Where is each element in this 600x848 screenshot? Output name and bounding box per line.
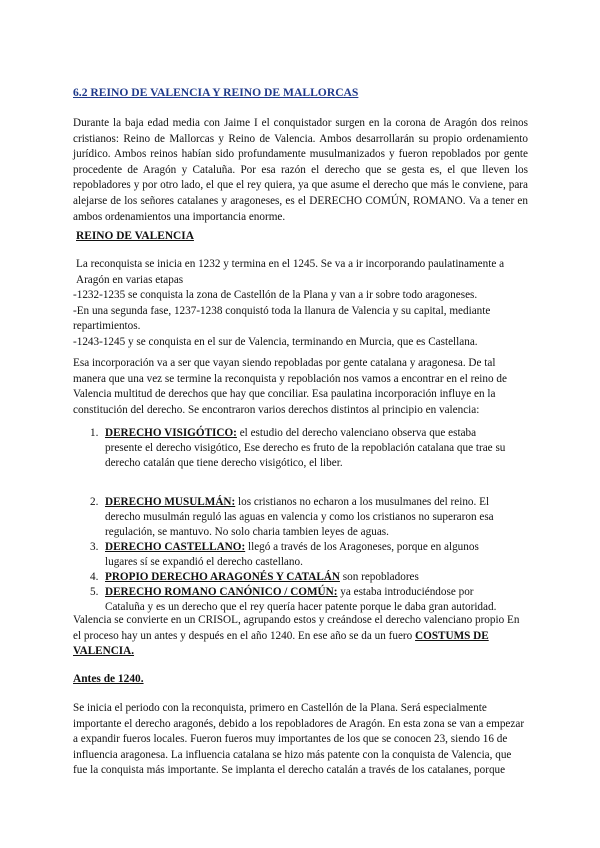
list-number: 5. [90, 586, 99, 598]
list-number: 3. [90, 541, 99, 553]
subheading-reino-valencia: REINO DE VALENCIA [76, 230, 194, 242]
incorporation-text: Esa incorporación va a ser que vayan siendo repobladas por gente catalana y aragonesa. De tal manera que una vez se termine la reconquista y repoblación nos vamos a encontrar en el reino de Valencia multitud de derechos que hay que conciliar. Esa paulatina incorporación influye en la constitución del derecho. Se encontraron varios derechos distintos al principio en valencia: [73, 357, 507, 416]
reconquista-line-1: La reconquista se inicia en 1232 y termina en el 1245. Se va a ir incorporando paulatinamente a Aragón en varias etapas [76, 258, 505, 286]
list-term: PROPIO DERECHO ARAGONÉS Y CATALÁN [105, 571, 340, 583]
derechos-list [73, 426, 513, 615]
list-number: 1. [90, 427, 99, 439]
list-term: DERECHO ROMANO CANÓNICO / COMÚN: [105, 586, 338, 598]
antes-text: Se inicia el periodo con la reconquista, primero en Castellón de la Plana. Será especialmente importante el derecho aragonés, debido a los repobladores de Aragón. En esta zona se van a empezar a expandir fueros locales. Fueron fueros muy importantes de los que se conocen 23, siendo 16 de influencia aragonesa. La influencia catalana se hizo más patente con la conquista de Valencia, que fue la conquista más importante. Se implanta el derecho catalán a través de los catalanes, porque [73, 702, 525, 777]
reconquista-line-4: -1243-1245 y se conquista en el sur de Valencia, terminando en Murcia, que es Castellana. [73, 335, 478, 348]
list-item [73, 585, 513, 615]
list-text: el estudio del derecho valenciano observa que estaba presente el derecho visigótico, Ese derecho es fruto de la repoblación catalana que trae su derecho catalán que tiene derecho visigótico, el liber. [105, 427, 506, 469]
list-item [73, 570, 513, 585]
list-text: son repobladores [339, 571, 419, 583]
crisol-body: Valencia se convierte en un CRISOL, agrupando estos y creándose el derecho valenciano propio En el proceso hay un antes y después en el año 1240. En ese año se da un fuero [73, 614, 520, 642]
reconquista-block [73, 257, 528, 351]
crisol-text [73, 613, 528, 660]
list-number: 4. [90, 571, 99, 583]
intro-text: Durante la baja edad media con Jaime I el conquistador surgen en la corona de Aragón dos reinos cristianos: Reino de Mallorcas y Reino de Valencia. Ambos desarrollarán su propio ordenamiento jurídico. Ambos reinos habían sido profundamente musulmanizados y fueron repoblados por gente procedente de Aragón y Cataluña. Por esa razón el derecho que se gesta es, el que lleven los repobladores y por otro lado, el que el rey quiera, ya que asume el derecho que más le conviene, para alejarse de los señores catalanes y aragoneses, es el DERECHO COMÚN, ROMANO. Va a tener en ambos ordenamientos una importancia enorme. [73, 117, 528, 223]
intro-paragraph [73, 116, 528, 225]
list-text: los cristianos no echaron a los musulmanes del reino. El derecho musulmán reguló las aguas en valencia y como los cristianos no superaron esa regulación, se mantuvo. No solo charia tambien leyes de aguas. [105, 496, 494, 538]
costums-de-valencia-term: COSTUMS DE VALENCIA. [73, 629, 489, 658]
list-item [73, 540, 513, 570]
list-text: llegó a través de los Aragoneses, porque en algunos lugares sí se expandió el derecho castellano. [105, 541, 479, 568]
reconquista-line-3: -En una segunda fase, 1237-1238 conquistó toda la llanura de Valencia y su capital, mediante repartimientos. [73, 304, 491, 333]
subheading-antes-1240: Antes de 1240. [73, 673, 144, 685]
list-item [73, 426, 513, 471]
list-text: ya estaba introduciéndose por Cataluña y es un derecho que el rey quería hacer patente porque le daba gran autoridad. [105, 586, 497, 613]
list-number: 2. [90, 496, 99, 508]
incorporation-paragraph [73, 356, 528, 418]
list-term: DERECHO CASTELLANO: [105, 541, 246, 553]
reconquista-line-2: -1232-1235 se conquista la zona de Castellón de la Plana y van a ir sobre todo aragoneses. [73, 289, 478, 302]
list-term: DERECHO VISIGÓTICO: [105, 427, 237, 439]
list-item [73, 495, 513, 540]
section-title: 6.2 REINO DE VALENCIA Y REINO DE MALLORCAS [73, 86, 359, 99]
list-term: DERECHO MUSULMÁN: [105, 496, 236, 508]
antes-paragraph [73, 701, 528, 779]
crisol-paragraph [73, 613, 528, 660]
